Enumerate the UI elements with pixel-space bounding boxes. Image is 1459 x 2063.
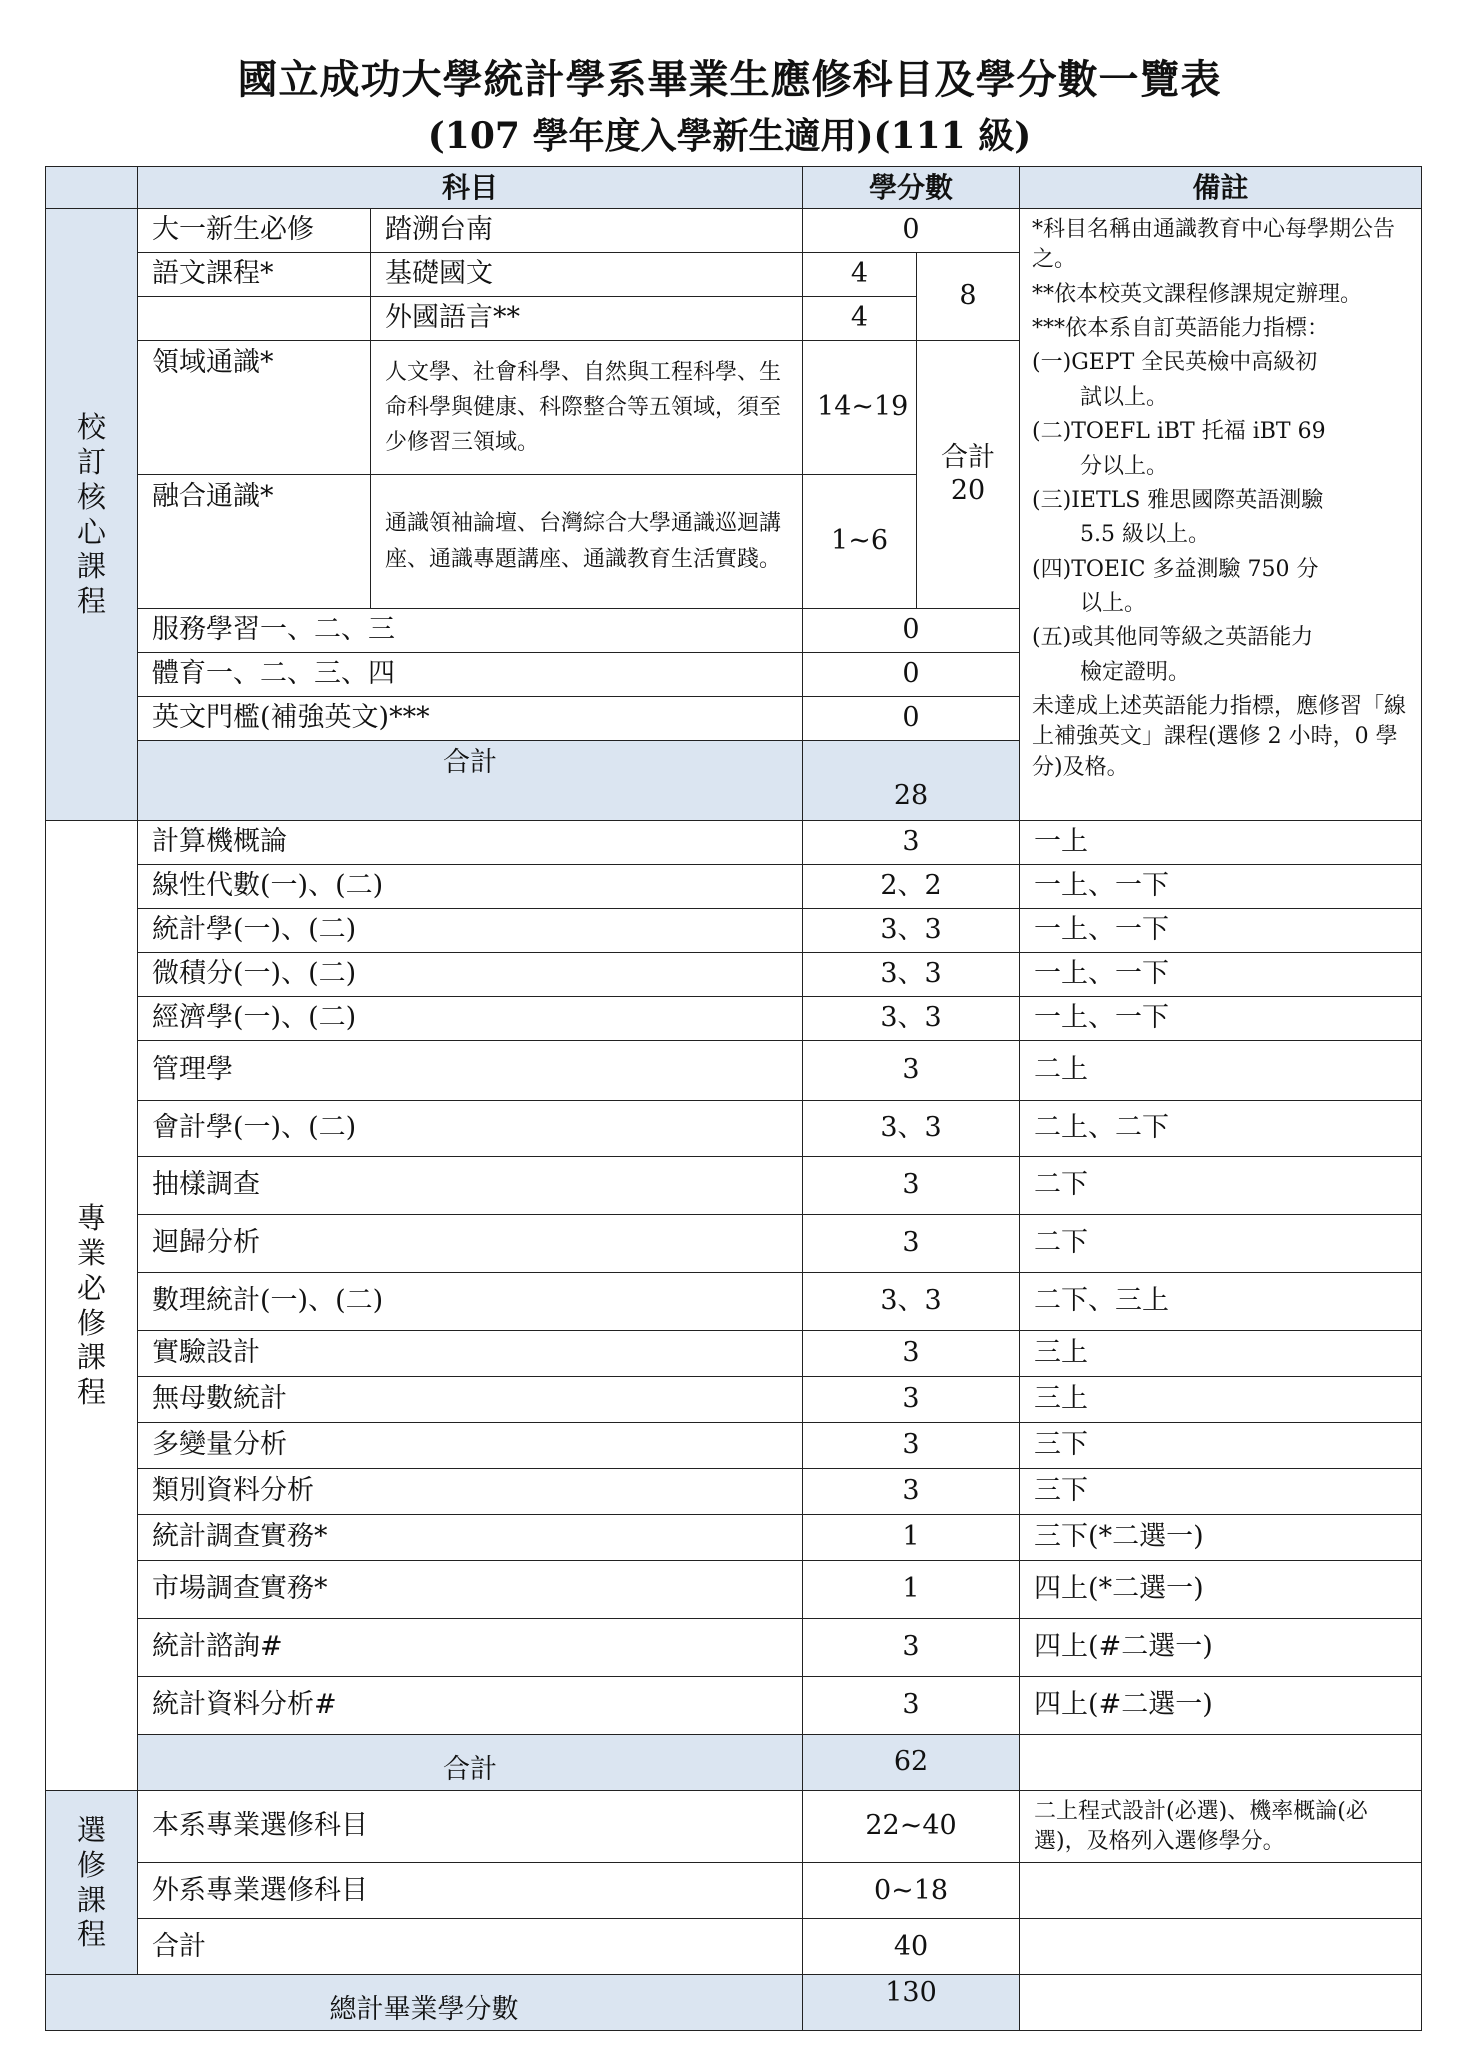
integration-category: 融合通識* — [138, 475, 371, 609]
other-elective-credits: 0~18 — [803, 1863, 1020, 1919]
page-subtitle: (107 學年度入學新生適用)(111 級) — [427, 115, 1032, 157]
course-name: 統計調查實務* — [138, 1515, 803, 1561]
table-row — [46, 1677, 1422, 1735]
course-note: 三下 — [1020, 1469, 1422, 1515]
empty-cell — [1020, 1975, 1422, 2031]
table-row — [46, 1041, 1422, 1101]
grand-total-row — [46, 1975, 1422, 2031]
course-note: 三上 — [1020, 1377, 1422, 1423]
other-elective: 外系專業選修科目 — [138, 1863, 803, 1919]
table-row — [46, 1919, 1422, 1975]
course-credits: 3 — [803, 1157, 1020, 1215]
freshman-course: 踏溯台南 — [371, 209, 803, 253]
course-name: 經濟學(一)、(二) — [138, 997, 803, 1041]
core-notes: *科目名稱由通識教育中心每學期公告之。 **依本校英文課程修課規定辦理。 ***依本系自訂英語能力指標： (一)GEPT 全民英檢中高級初 試以上。 (二)TOEFL iBT 托福 iBT 69 分以上。 (三)IETLS 雅思國際英語測驗 5.5 級以上。 (四)TOEIC 多益測驗 750 分 以上。 (五)或其他同等級之英語能力 檢定證明。 未達成上述英語能力指標，應修習「線上補強英文」課程(選修 2 小時，0 學分)及格。 — [1020, 209, 1422, 821]
course-note: 二上 — [1020, 1041, 1422, 1101]
empty-cell — [1020, 1919, 1422, 1975]
course-note: 二下 — [1020, 1215, 1422, 1273]
course-credits: 3、3 — [803, 953, 1020, 997]
course-note: 一上、一下 — [1020, 909, 1422, 953]
course-credits: 3 — [803, 1619, 1020, 1677]
course-name: 計算機概論 — [138, 821, 803, 865]
course-name: 管理學 — [138, 1041, 803, 1101]
course-credits: 3 — [803, 1423, 1020, 1469]
core-total-label: 合計 — [138, 741, 803, 821]
freshman-credits: 0 — [803, 209, 1020, 253]
table-row — [46, 1377, 1422, 1423]
course-name: 迴歸分析 — [138, 1215, 803, 1273]
table-row — [46, 1863, 1422, 1919]
elective-total-value: 40 — [803, 1919, 1020, 1975]
header-credits: 學分數 — [803, 167, 1020, 209]
course-note: 二上、二下 — [1020, 1101, 1422, 1157]
course-credits: 3 — [803, 1469, 1020, 1515]
grand-total-label: 總計畢業學分數 — [46, 1975, 803, 2031]
domain-credits: 14~19 — [803, 341, 917, 475]
course-name: 實驗設計 — [138, 1331, 803, 1377]
table-row — [46, 209, 1422, 253]
course-note: 一上、一下 — [1020, 953, 1422, 997]
required-total-label: 合計 — [138, 1735, 803, 1791]
course-note: 一上、一下 — [1020, 865, 1422, 909]
pe-course: 體育一、二、三、四 — [138, 653, 803, 697]
course-note: 四上(#二選一) — [1020, 1677, 1422, 1735]
course-note: 二下 — [1020, 1157, 1422, 1215]
dept-elective-credits: 22~40 — [803, 1791, 1020, 1863]
course-name: 多變量分析 — [138, 1423, 803, 1469]
table-row — [46, 1515, 1422, 1561]
integration-description: 通識領袖論壇、台灣綜合大學通識巡迴講座、通識專題講座、通識教育生活實踐。 — [371, 475, 803, 609]
course-credits: 3、3 — [803, 1273, 1020, 1331]
table-row — [46, 821, 1422, 865]
course-note: 一上、一下 — [1020, 997, 1422, 1041]
integration-credits: 1~6 — [803, 475, 917, 609]
course-credits: 2、2 — [803, 865, 1020, 909]
course-note: 二下、三上 — [1020, 1273, 1422, 1331]
foreign-course: 外國語言** — [371, 297, 803, 341]
domain-category: 領域通識* — [138, 341, 371, 475]
course-note: 三上 — [1020, 1331, 1422, 1377]
table-row — [46, 1469, 1422, 1515]
table-row — [46, 1101, 1422, 1157]
header-notes: 備註 — [1020, 167, 1422, 209]
course-note: 四上(*二選一) — [1020, 1561, 1422, 1619]
course-name: 統計資料分析# — [138, 1677, 803, 1735]
freshman-category: 大一新生必修 — [138, 209, 371, 253]
course-name: 統計學(一)、(二) — [138, 909, 803, 953]
english-course: 英文門檻(補強英文)*** — [138, 697, 803, 741]
course-credits: 3 — [803, 1377, 1020, 1423]
required-group-label: 專 業 必 修 課 程 — [46, 821, 138, 1791]
english-credits: 0 — [803, 697, 1020, 741]
empty-cell — [138, 297, 371, 341]
service-course: 服務學習一、二、三 — [138, 609, 803, 653]
course-credits: 3 — [803, 1215, 1020, 1273]
core-total-value: 28 — [803, 741, 1020, 821]
foreign-credits: 4 — [803, 297, 917, 341]
course-credits: 3 — [803, 1041, 1020, 1101]
course-name: 數理統計(一)、(二) — [138, 1273, 803, 1331]
course-name: 無母數統計 — [138, 1377, 803, 1423]
course-credits: 3、3 — [803, 1101, 1020, 1157]
empty-cell — [1020, 1863, 1422, 1919]
header-subject: 科目 — [138, 167, 803, 209]
table-row — [46, 1215, 1422, 1273]
table-row — [46, 1791, 1422, 1863]
course-credits: 3、3 — [803, 997, 1020, 1041]
table-row — [46, 1423, 1422, 1469]
table-row — [46, 909, 1422, 953]
dept-elective-note: 二上程式設計(必選)、機率概論(必選)，及格列入選修學分。 — [1020, 1791, 1422, 1863]
course-note: 三下(*二選一) — [1020, 1515, 1422, 1561]
core-group-label: 校 訂 核 心 課 程 — [46, 209, 138, 821]
course-credits: 3、3 — [803, 909, 1020, 953]
pe-credits: 0 — [803, 653, 1020, 697]
course-credits: 3 — [803, 1331, 1020, 1377]
chinese-credits: 4 — [803, 253, 917, 297]
table-row — [46, 1157, 1422, 1215]
table-header-row — [46, 167, 1422, 209]
chinese-course: 基礎國文 — [371, 253, 803, 297]
language-total: 8 — [917, 253, 1020, 341]
table-row — [46, 1619, 1422, 1677]
course-note: 四上(#二選一) — [1020, 1619, 1422, 1677]
page-title: 國立成功大學統計學系畢業生應修科目及學分數一覽表 — [237, 57, 1222, 103]
empty-cell — [1020, 1735, 1422, 1791]
course-credits: 1 — [803, 1561, 1020, 1619]
course-note: 三下 — [1020, 1423, 1422, 1469]
course-name: 抽樣調查 — [138, 1157, 803, 1215]
course-note: 一上 — [1020, 821, 1422, 865]
header-corner — [46, 167, 138, 209]
course-credits: 1 — [803, 1515, 1020, 1561]
elective-total-label: 合計 — [138, 1919, 803, 1975]
table-row — [46, 1561, 1422, 1619]
table-row — [46, 953, 1422, 997]
domain-description: 人文學、社會科學、自然與工程科學、生命科學與健康、科際整合等五領域，須至少修習三領域。 — [371, 341, 803, 475]
required-total-value: 62 — [803, 1735, 1020, 1791]
course-name: 類別資料分析 — [138, 1469, 803, 1515]
table-row — [46, 1331, 1422, 1377]
credits-table — [45, 166, 1422, 2031]
dept-elective: 本系專業選修科目 — [138, 1791, 803, 1863]
course-credits: 3 — [803, 821, 1020, 865]
course-name: 線性代數(一)、(二) — [138, 865, 803, 909]
elective-group-label: 選 修 課 程 — [46, 1791, 138, 1975]
table-row — [46, 997, 1422, 1041]
language-category: 語文課程* — [138, 253, 371, 297]
grand-total-value: 130 — [803, 1975, 1020, 2031]
course-name: 微積分(一)、(二) — [138, 953, 803, 997]
table-row — [46, 1735, 1422, 1791]
general-subtotal: 合計 20 — [917, 341, 1020, 609]
course-name: 會計學(一)、(二) — [138, 1101, 803, 1157]
course-credits: 3 — [803, 1677, 1020, 1735]
table-row — [46, 1273, 1422, 1331]
course-name: 市場調查實務* — [138, 1561, 803, 1619]
table-row — [46, 865, 1422, 909]
course-name: 統計諮詢# — [138, 1619, 803, 1677]
service-credits: 0 — [803, 609, 1020, 653]
